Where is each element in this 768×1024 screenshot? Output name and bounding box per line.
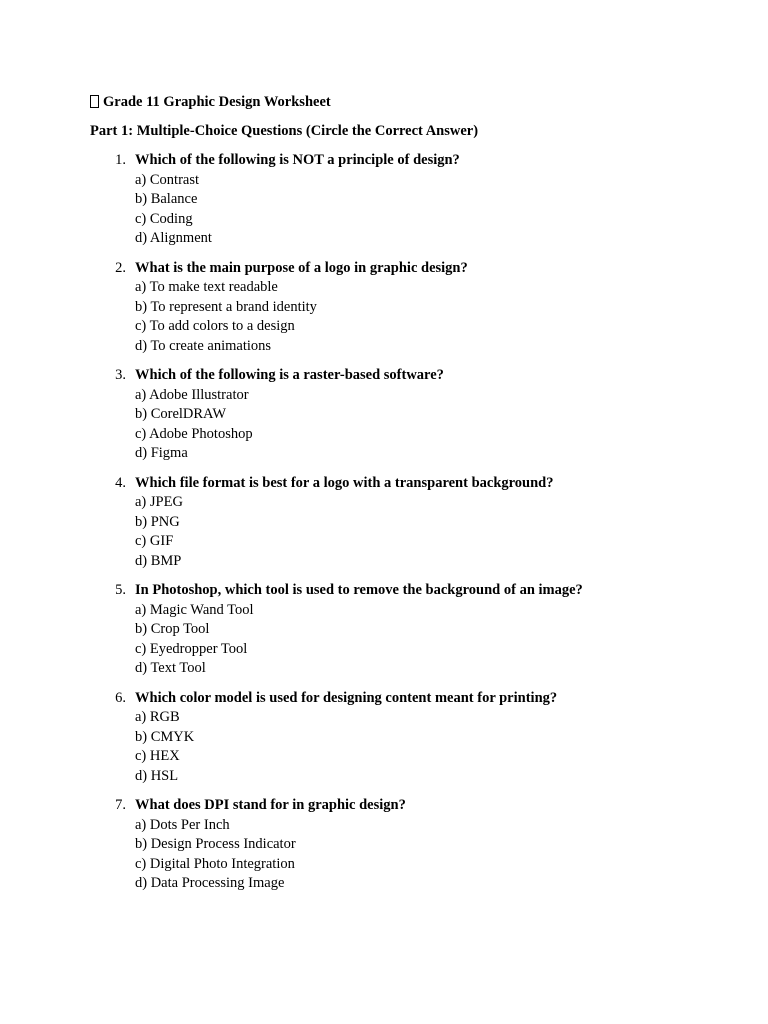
question-number: 6. bbox=[115, 689, 126, 706]
question-text: Which file format is best for a logo with a transparent background? bbox=[135, 474, 554, 491]
answer-option[interactable]: a) RGB bbox=[135, 709, 180, 725]
answer-option[interactable]: d) Alignment bbox=[135, 230, 212, 246]
answer-option[interactable]: b) PNG bbox=[135, 513, 180, 530]
question-item bbox=[0, 796, 768, 894]
question-number: 1. bbox=[115, 152, 126, 168]
question-body bbox=[135, 689, 768, 787]
question-number: 5. bbox=[115, 582, 126, 598]
question-item bbox=[0, 581, 768, 679]
question-text: Which of the following is a raster-based software? bbox=[135, 367, 444, 383]
answer-option[interactable]: d) Data Processing Image bbox=[135, 875, 285, 891]
answer-option[interactable]: c) GIF bbox=[135, 533, 174, 549]
missing-glyph-icon bbox=[90, 95, 99, 108]
part1-heading: Part 1: Multiple-Choice Questions (Circle the Correct Answer) bbox=[90, 123, 479, 139]
answer-option[interactable]: a) Dots Per Inch bbox=[135, 816, 230, 833]
answer-option[interactable]: b) CorelDRAW bbox=[135, 406, 227, 422]
question-item bbox=[0, 689, 768, 787]
question-body bbox=[135, 474, 768, 572]
question-text: What does DPI stand for in graphic design? bbox=[135, 797, 406, 813]
answer-option[interactable]: c) To add colors to a design bbox=[135, 318, 295, 334]
worksheet-title-text: Grade 11 Graphic Design Worksheet bbox=[103, 94, 331, 110]
question-text: In Photoshop, which tool is used to remove the background of an image? bbox=[135, 582, 583, 598]
answer-option[interactable]: a) To make text readable bbox=[135, 279, 278, 295]
answer-option[interactable]: b) CMYK bbox=[135, 728, 195, 745]
question-text: What is the main purpose of a logo in graphic design? bbox=[135, 259, 468, 276]
question-list bbox=[0, 151, 768, 904]
question-number: 2. bbox=[115, 259, 126, 276]
answer-option[interactable]: b) Crop Tool bbox=[135, 621, 210, 637]
worksheet-title bbox=[90, 93, 331, 112]
question-body bbox=[135, 366, 768, 464]
answer-option[interactable]: c) Adobe Photoshop bbox=[135, 425, 253, 442]
answer-option[interactable]: b) To represent a brand identity bbox=[135, 298, 317, 315]
answer-option[interactable]: d) To create animations bbox=[135, 337, 272, 354]
answer-option[interactable]: a) Contrast bbox=[135, 171, 200, 188]
answer-option[interactable]: d) BMP bbox=[135, 552, 182, 569]
question-body bbox=[135, 796, 768, 894]
answer-option[interactable]: d) HSL bbox=[135, 767, 179, 784]
answer-option[interactable]: a) Adobe Illustrator bbox=[135, 386, 249, 403]
answer-option[interactable]: c) HEX bbox=[135, 748, 180, 764]
answer-option[interactable]: c) Eyedropper Tool bbox=[135, 640, 248, 657]
answer-option[interactable]: b) Balance bbox=[135, 191, 198, 207]
question-number: 7. bbox=[115, 797, 126, 813]
question-body bbox=[135, 151, 768, 249]
question-number: 3. bbox=[115, 367, 126, 383]
answer-option[interactable]: c) Digital Photo Integration bbox=[135, 855, 295, 872]
question-number: 4. bbox=[115, 474, 126, 491]
question-item bbox=[0, 366, 768, 464]
question-text: Which color model is used for designing content meant for printing? bbox=[135, 689, 558, 706]
question-text: Which of the following is NOT a principle of design? bbox=[135, 152, 460, 168]
answer-option[interactable]: a) JPEG bbox=[135, 494, 183, 510]
answer-option[interactable]: b) Design Process Indicator bbox=[135, 836, 296, 852]
question-item bbox=[0, 474, 768, 572]
answer-option[interactable]: d) Text Tool bbox=[135, 660, 206, 676]
answer-option[interactable]: d) Figma bbox=[135, 445, 188, 461]
answer-option[interactable]: c) Coding bbox=[135, 210, 193, 227]
question-item bbox=[0, 151, 768, 249]
answer-option[interactable]: a) Magic Wand Tool bbox=[135, 601, 254, 618]
question-body bbox=[135, 581, 768, 679]
question-item bbox=[0, 259, 768, 357]
question-body bbox=[135, 259, 768, 357]
